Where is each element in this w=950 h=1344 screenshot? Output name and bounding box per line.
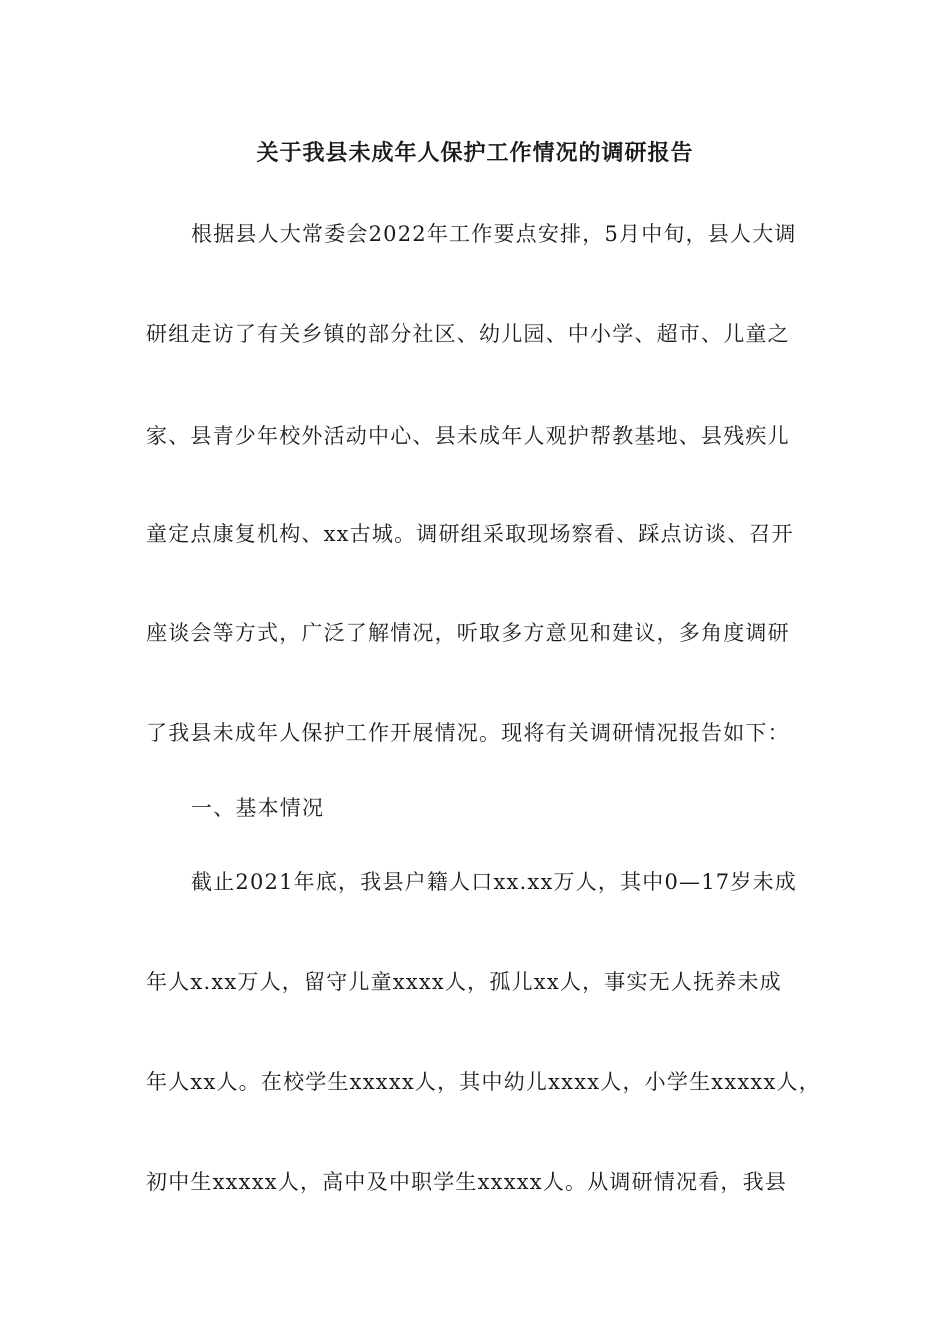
paragraph-line: 座谈会等方式，广泛了解情况，听取多方意见和建议，多角度调研 — [146, 621, 790, 645]
paragraph-line: 研组走访了有关乡镇的部分社区、幼儿园、中小学、超市、儿童之 — [146, 322, 790, 346]
paragraph-line: 初中生xxxxx人，高中及中职学生xxxxx人。从调研情况看，我县 — [146, 1170, 788, 1194]
section-heading: 一、基本情况 — [191, 796, 325, 820]
paragraph-line: 了我县未成年人保护工作开展情况。现将有关调研情况报告如下： — [146, 721, 790, 745]
paragraph-line: 年人xx人。在校学生xxxxx人，其中幼儿xxxx人，小学生xxxxx人， — [146, 1070, 821, 1094]
paragraph-line: 根据县人大常委会2022年工作要点安排，5月中旬，县人大调 — [191, 222, 797, 246]
paragraph-line: 童定点康复机构、xx古城。调研组采取现场察看、踩点访谈、召开 — [146, 522, 794, 546]
paragraph-line: 年人x.xx万人，留守儿童xxxx人，孤儿xx人，事实无人抚养未成 — [146, 970, 782, 994]
paragraph-line: 截止2021年底，我县户籍人口xx.xx万人，其中0—17岁未成 — [191, 870, 797, 894]
paragraph-line: 家、县青少年校外活动中心、县未成年人观护帮教基地、县残疾儿 — [146, 424, 790, 448]
document-title: 关于我县未成年人保护工作情况的调研报告 — [256, 141, 694, 166]
